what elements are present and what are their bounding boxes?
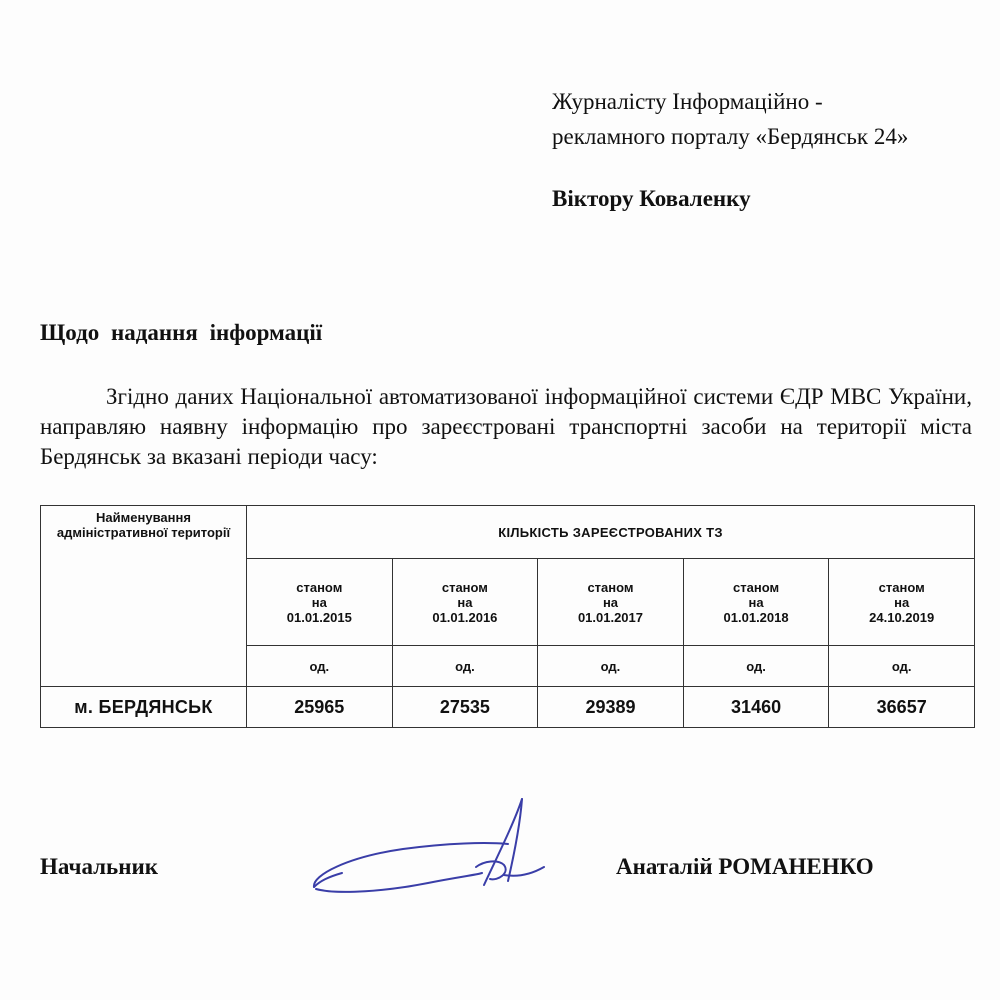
territory-header: Найменування адміністративної території bbox=[41, 506, 247, 687]
count-cell-2019: 36657 bbox=[829, 687, 975, 728]
addressee-block bbox=[552, 84, 982, 216]
count-group-header: КІЛЬКІСТЬ ЗАРЕЄСТРОВАНИХ ТЗ bbox=[247, 506, 975, 559]
handwritten-signature bbox=[308, 795, 568, 905]
unit-header-2018: од. bbox=[683, 646, 829, 687]
unit-header-2015: од. bbox=[247, 646, 393, 687]
letter-subject: Щодо надання інформації bbox=[40, 320, 323, 345]
letter-body bbox=[40, 382, 972, 472]
date-header-2019: станом на 24.10.2019 bbox=[829, 559, 975, 646]
count-cell-2016: 27535 bbox=[392, 687, 538, 728]
registered-vehicles-table bbox=[40, 505, 975, 728]
territory-cell: м. БЕРДЯНСЬК bbox=[41, 687, 247, 728]
count-cell-2015: 25965 bbox=[247, 687, 393, 728]
addressee-name: Віктору Коваленку bbox=[552, 186, 751, 211]
addressee-line-2: рекламного порталу «Бердянськ 24» bbox=[552, 124, 909, 149]
date-header-2015: станом на 01.01.2015 bbox=[247, 559, 393, 646]
signer-title: Начальник bbox=[40, 854, 158, 879]
count-cell-2018: 31460 bbox=[683, 687, 829, 728]
unit-header-2017: од. bbox=[538, 646, 684, 687]
unit-header-2019: од. bbox=[829, 646, 975, 687]
letter-body-text: Згідно даних Національної автоматизованої інформаційної системи ЄДР МВС України, направляю наявну інформацію про зареєстровані транспортні засоби на території міста Бердянськ за вказані періоди часу: bbox=[40, 384, 972, 469]
addressee-line-1: Журналісту Інформаційно - bbox=[552, 89, 823, 114]
unit-header-2016: од. bbox=[392, 646, 538, 687]
signer-name: Анаталій РОМАНЕНКО bbox=[616, 854, 874, 879]
date-header-2018: станом на 01.01.2018 bbox=[683, 559, 829, 646]
table-row bbox=[41, 687, 975, 728]
date-header-2016: станом на 01.01.2016 bbox=[392, 559, 538, 646]
count-cell-2017: 29389 bbox=[538, 687, 684, 728]
date-header-2017: станом на 01.01.2017 bbox=[538, 559, 684, 646]
